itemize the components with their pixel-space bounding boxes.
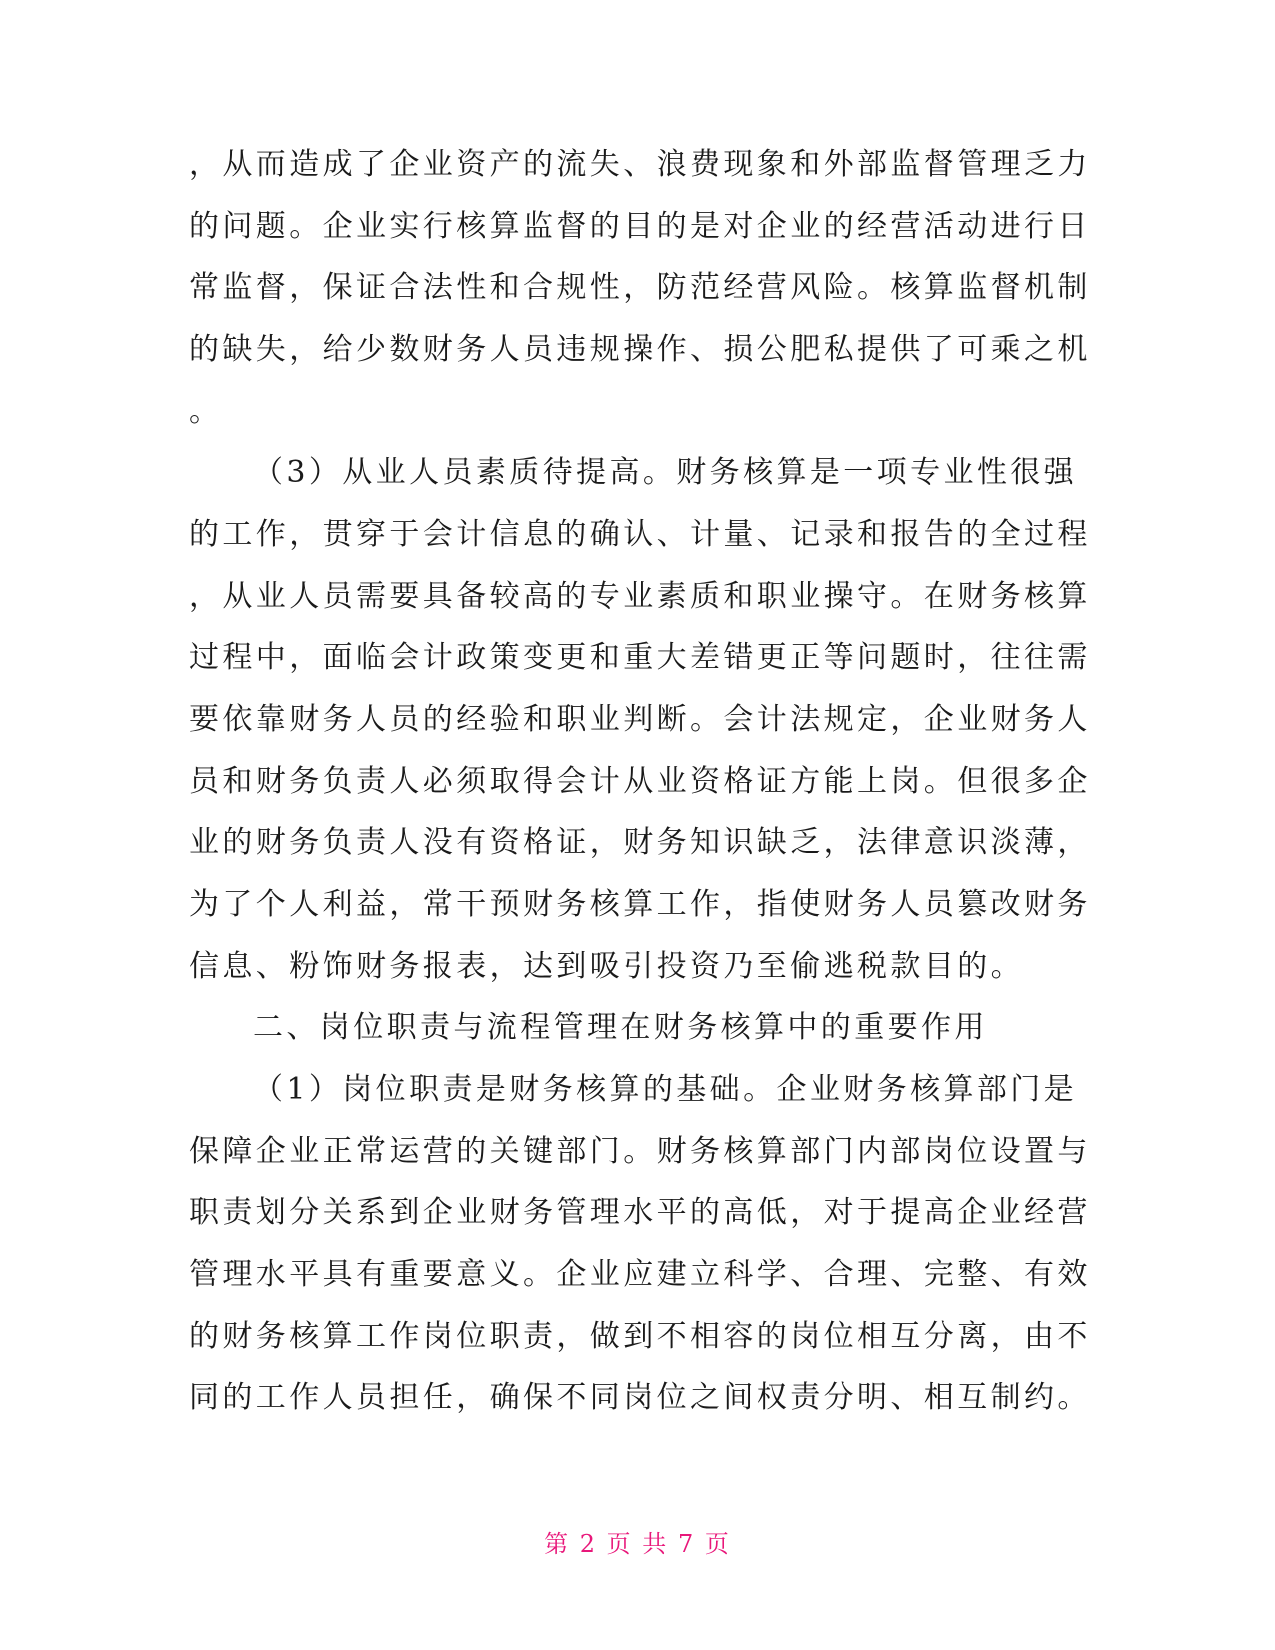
text-line: 的问题。企业实行核算监督的目的是对企业的经营活动进行日: [189, 209, 1091, 244]
text-line: ，从业人员需要具备较高的专业素质和职业操守。在财务核算: [189, 579, 1091, 614]
text-line: 的缺失，给少数财务人员违规操作、损公肥私提供了可乘之机: [189, 332, 1091, 367]
text-line: 信息、粉饰财务报表，达到吸引投资乃至偷逃税款目的。: [189, 949, 1024, 984]
text-line: 的财务核算工作岗位职责，做到不相容的岗位相互分离，由不: [189, 1319, 1091, 1354]
text-line: 业的财务负责人没有资格证，财务知识缺乏，法律意识淡薄，: [189, 825, 1091, 860]
text-line: 。: [189, 394, 223, 429]
text-line: 员和财务负责人必须取得会计从业资格证方能上岗。但很多企: [189, 764, 1091, 799]
section-heading: 二、岗位职责与流程管理在财务核算中的重要作用: [253, 1010, 988, 1045]
text-line: 同的工作人员担任，确保不同岗位之间权责分明、相互制约。: [189, 1380, 1091, 1415]
text-line: ，从而造成了企业资产的流失、浪费现象和外部监督管理乏力: [189, 147, 1091, 182]
text-line: 常监督，保证合法性和合规性，防范经营风险。核算监督机制: [189, 270, 1091, 305]
paragraph-start-line: （3）从业人员素质待提高。财务核算是一项专业性很强: [253, 455, 1078, 490]
page-number-footer: 第 2 页 共 7 页: [544, 1530, 731, 1558]
paragraph-start-line: （1）岗位职责是财务核算的基础。企业财务核算部门是: [253, 1072, 1078, 1107]
text-line: 要依靠财务人员的经验和职业判断。会计法规定，企业财务人: [189, 702, 1091, 737]
text-line: 职责划分关系到企业财务管理水平的高低，对于提高企业经营: [189, 1195, 1091, 1230]
text-line: 保障企业正常运营的关键部门。财务核算部门内部岗位设置与: [189, 1134, 1091, 1169]
text-line: 过程中，面临会计政策变更和重大差错更正等问题时，往往需: [189, 640, 1091, 675]
text-line: 管理水平具有重要意义。企业应建立科学、合理、完整、有效: [189, 1257, 1091, 1292]
text-line: 为了个人利益，常干预财务核算工作，指使财务人员篡改财务: [189, 887, 1091, 922]
text-line: 的工作，贯穿于会计信息的确认、计量、记录和报告的全过程: [189, 517, 1091, 552]
